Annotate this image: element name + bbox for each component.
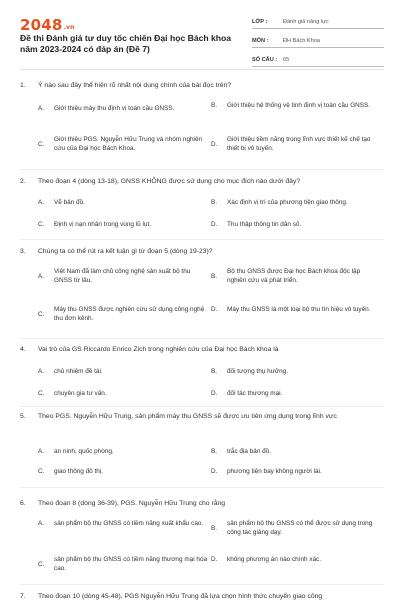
question-5: 5. Theo PGS. Nguyễn Hữu Trung, sản phẩm máy thu GNSS sẽ được ưu tiên ứng dụng trong lĩnh vực [20, 412, 384, 421]
question-divider [20, 487, 384, 488]
option-b[interactable]: B. sản phẩm bộ thu GNSS có thể được sử dụng trong công tác giảng dạy. [211, 520, 373, 536]
option-c[interactable]: C. Giới thiệu PGS. Nguyễn Hữu Trung và nhóm nghiên cứu của Đại học Bách Khoa. [38, 136, 203, 152]
question-text: Vai trò của GS Riccardo Enrico Zich trong nghiên cứu của Đại học Bách khoa là [38, 346, 279, 353]
question-6: 6. Theo đoạn 8 (dòng 36-39), PGS. Nguyễn Hữu Trung cho rằng [20, 499, 384, 508]
page-title: Đề thi Đánh giá tư duy tốc chiến Đại học Bách khoa năm 2023-2024 có đáp án (Đề 7) [20, 33, 232, 54]
question-text: Ý nào sau đây thể hiện rõ nhất nội dung chính của bài đọc trên? [38, 82, 232, 89]
option-a[interactable]: A. an ninh, quốc phòng. [38, 448, 114, 455]
question-1: 1. Ý nào sau đây thể hiện rõ nhất nội dung chính của bài đọc trên? [20, 81, 384, 90]
question-divider [20, 169, 384, 170]
option-d[interactable]: D. đối tác thương mại. [211, 390, 283, 397]
option-d[interactable]: D. không phương án nào chính xác. [211, 556, 322, 563]
question-divider [20, 338, 384, 339]
option-d[interactable]: D. Giới thiệu tiềm năng trong lĩnh vực thiết kế chế tạo thiết bị vô tuyến. [211, 136, 371, 152]
question-text: Theo đoạn 8 (dòng 36-39), PGS. Nguyễn Hữu Trung cho rằng [38, 500, 226, 507]
option-c[interactable]: C. chuyên gia tư vấn. [38, 390, 107, 397]
option-d[interactable]: D. phương tiện bay không người lái. [211, 468, 322, 475]
question-3: 3. Chúng ta có thể rút ra kết luận gì từ đoạn 5 (dòng 19-23)? [20, 247, 384, 256]
option-a[interactable]: A. sản phẩm bộ thu GNSS có tiềm năng xuất khẩu cao. [38, 520, 204, 527]
question-text: Theo PGS. Nguyễn Hữu Trung, sản phẩm máy thu GNSS sẽ được ưu tiên ứng dụng trong lĩnh vực [38, 413, 337, 420]
option-a[interactable]: A. chủ nhiệm đề tài. [38, 368, 103, 375]
meta-question-count: SỐ CÂU : 65 [252, 53, 384, 67]
question-divider [20, 239, 384, 240]
header-divider [20, 69, 384, 70]
exam-meta [252, 15, 384, 72]
option-c[interactable]: C. giao thông đô thị. [38, 468, 104, 475]
question-divider [20, 584, 384, 585]
option-d[interactable]: D. Thu thập thông tin dân số. [211, 221, 302, 228]
option-c[interactable]: C. sản phẩm bộ thu GNSS có tiềm năng thương mại hóa cao. [38, 556, 208, 572]
site-logo[interactable]: 2048.vn [20, 16, 75, 34]
option-a[interactable]: A. Vẽ bản đồ. [38, 199, 85, 206]
question-divider [20, 406, 384, 407]
question-2: 2. Theo đoạn 4 (dòng 13-18), GNSS KHÔNG được sử dụng cho mục đích nào dưới đây? [20, 177, 384, 186]
question-4: 4. Vai trò của GS Riccardo Enrico Zich trong nghiên cứu của Đại học Bách khoa là [20, 345, 384, 354]
option-b[interactable]: B. trắc địa bản đồ. [211, 448, 272, 455]
question-text: Theo đoạn 4 (dòng 13-18), GNSS KHÔNG được sử dụng cho mục đích nào dưới đây? [38, 178, 301, 185]
meta-subject: MÔN : ĐH Bách Khoa [252, 34, 384, 48]
option-b[interactable]: B. Bộ thu GNSS được Đại học Bách khoa độc lập nghiên cứu và phát triển. [211, 268, 361, 284]
option-a[interactable]: A. Giới thiệu máy thu định vị toàn cầu GNSS. [38, 105, 175, 112]
question-text: Theo đoạn 10 (dòng 45-48), PGS Nguyễn Hữu Trung đã lựa chọn hình thức chuyển giao công [38, 593, 323, 600]
option-c[interactable]: C. Máy thu GNSS được nghiên cứu sử dụng công nghệ thu đơn kênh. [38, 306, 205, 322]
question-7: 7. Theo đoạn 10 (dòng 45-48), PGS Nguyễn Hữu Trung đã lựa chọn hình thức chuyển giao công [20, 592, 384, 600]
option-c[interactable]: C. Định vị nạn nhân trong vùng lũ lụt. [38, 221, 151, 228]
option-b[interactable]: B. Xác định vị trí của phương tiện giao thông. [211, 199, 348, 206]
option-d[interactable]: D. Máy thu GNSS là một loại bộ thu tín hiệu vô tuyến. [211, 306, 371, 313]
option-b[interactable]: B. Giới thiệu hệ thống vệ tinh định vị toàn cầu GNSS. [211, 102, 371, 109]
option-b[interactable]: B. đối tượng thụ hưởng. [211, 368, 288, 375]
meta-class: LỚP : Đánh giá năng lực [252, 15, 384, 29]
question-text: Chúng ta có thể rút ra kết luận gì từ đoạn 5 (dòng 19-23)? [38, 248, 213, 255]
option-a[interactable]: A. Việt Nam đã làm chủ công nghệ sản xuất bộ thu GNSS từ lâu. [38, 268, 191, 284]
